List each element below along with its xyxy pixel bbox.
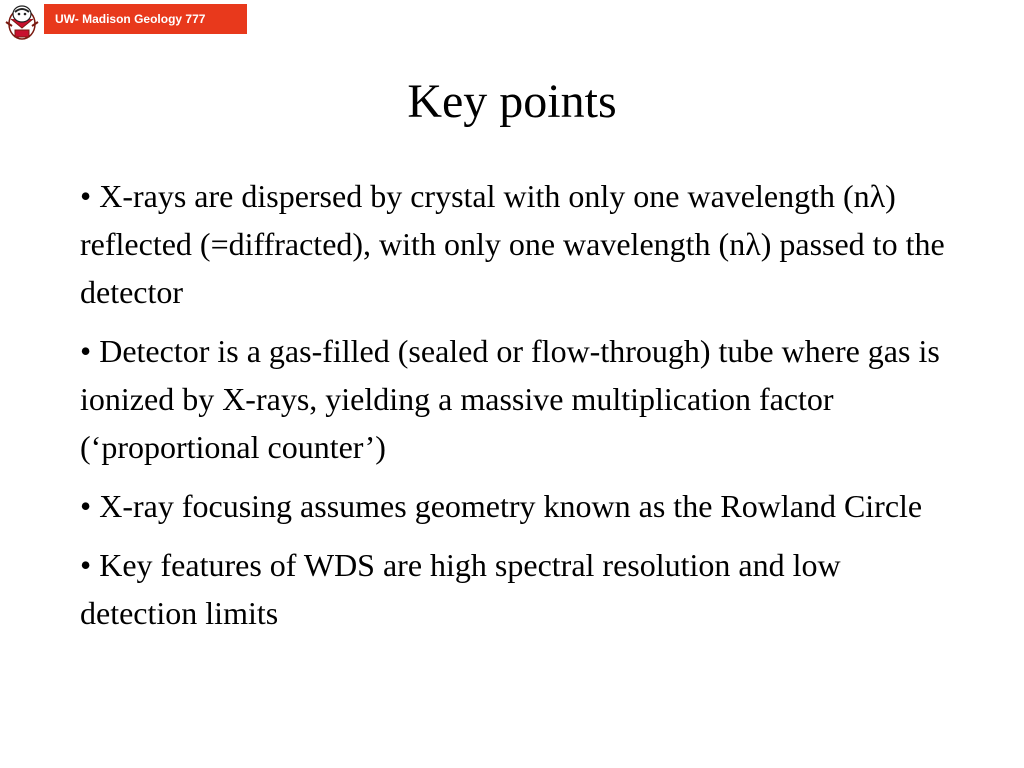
badger-mascot-graphic [0, 0, 44, 44]
bullet-item-4: • Key features of WDS are high spectral resolution and low detection limits [80, 547, 841, 631]
course-banner: UW- Madison Geology 777 [44, 4, 247, 34]
bullet-list [80, 172, 960, 648]
bullet-item-2: • Detector is a gas-filled (sealed or flow-through) tube where gas is ionized by X-rays, yielding a massive multiplication factor (‘proportional counter’) [80, 333, 940, 465]
bullet-item-1: • X-rays are dispersed by crystal with only one wavelength (nλ) reflected (=diffracted), with only one wavelength (nλ) passed to the detector [80, 178, 945, 310]
bullet-item-3: • X-ray focusing assumes geometry known as the Rowland Circle [80, 488, 923, 524]
badger-mascot-icon [0, 0, 44, 44]
slide-title: Key points [407, 75, 617, 128]
